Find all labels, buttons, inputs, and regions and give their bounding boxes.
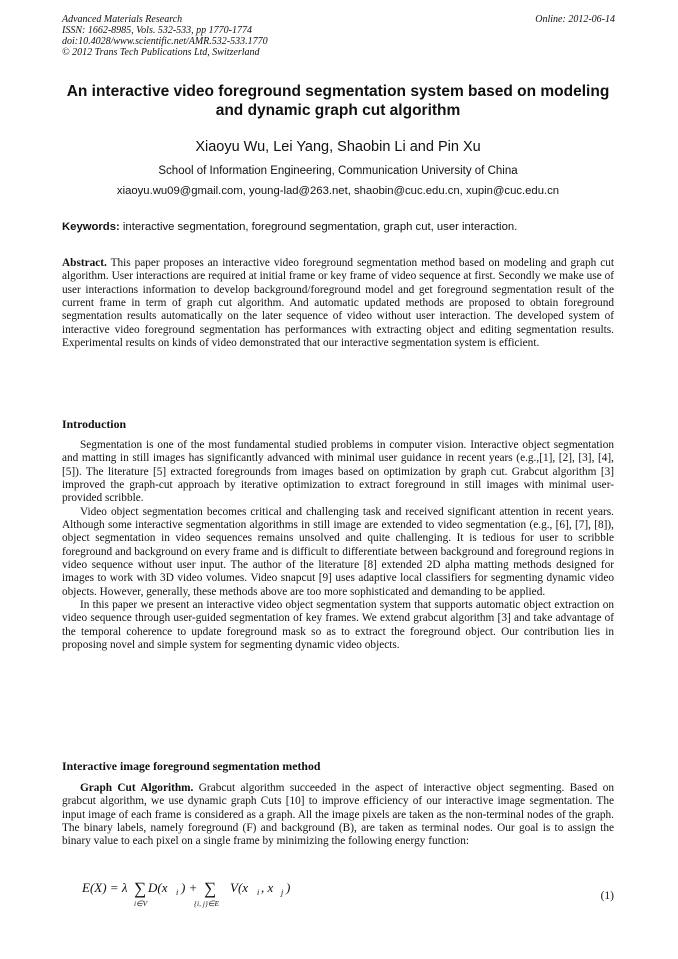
keywords-text: interactive segmentation, foreground segmentation, graph cut, user interaction. bbox=[119, 221, 518, 233]
intro-paragraph-1: Segmentation is one of the most fundamental studied problems in computer vision. Interactive object segmentation and matting in still images has significantly advanced with minimal user guidance in recent years (e.g.,[1], [2], [3], [4], [5]). The literature [5] extracted foregrounds from images based on optimization by graph cut. Grabcut algorithm [3] improved the graph-cut approach by iterative optimization to extract foreground in still images with minimal user-provided scribble. bbox=[62, 439, 614, 505]
intro-paragraph-3: In this paper we present an interactive video object segmentation system that supports automatic object extraction on video sequence through user-guided segmentation of key frames. We extend grabcut algorithm [3] and take advantage of the temporal coherence to update foreground mask so as to extract the foreground object. Our contribution lies in proposing novel and simple system for segmenting dynamic video objects. bbox=[62, 599, 614, 652]
introduction-heading: Introduction bbox=[62, 417, 127, 431]
equation-number: (1) bbox=[600, 890, 614, 902]
eq-term2-sub-i: i bbox=[257, 888, 260, 897]
method-heading: Interactive image foreground segmentation method bbox=[62, 759, 321, 773]
paper-authors: Xiaoyu Wu, Lei Yang, Shaobin Li and Pin Xu bbox=[195, 139, 481, 155]
online-date: Online: 2012-06-14 bbox=[535, 14, 615, 25]
eq-term2-mid: , x bbox=[261, 880, 274, 895]
keywords-line bbox=[62, 220, 614, 234]
graph-cut-subheading: Graph Cut Algorithm. bbox=[80, 782, 194, 794]
abstract-label: Abstract. bbox=[62, 257, 107, 269]
energy-equation bbox=[82, 879, 614, 919]
sum2-subscript: {i, j}∈E bbox=[194, 899, 220, 908]
introduction-body bbox=[62, 439, 614, 653]
author-emails[interactable]: xiaoyu.wu09@gmail.com, young-lad@263.net, shaobin@cuc.edu.cn, xupin@cuc.edu.cn bbox=[116, 185, 560, 197]
eq-term2-sub-j: j bbox=[281, 888, 284, 897]
eq-term2: V(x bbox=[230, 880, 249, 895]
eq-lhs: E(X) = λ bbox=[82, 880, 128, 895]
paper-title: An interactive video foreground segmentation system based on modeling and dynamic graph cut algorithm bbox=[66, 83, 610, 119]
eq-plus: ) + bbox=[181, 880, 198, 895]
abstract-text: This paper proposes an interactive video foreground segmentation method based on modeling and graph cut algorithm. User interactions are required at initial frame or key frame of video sequence at first. Secondly we make use of user interactions information to develop background/foreground model and get foreground segmentation result of the current frame in term of graph cut algorithm. And automatic updated methods are proposed to obtain foreground segmentation results automatically on the later sequence of video without user interaction. The developed system of interactive video foreground segmentation has performances with extracting object and editing segmentation results. Experimental results on kinds of video demonstrated that our interactive segmentation system is efficient. bbox=[62, 257, 614, 350]
eq-term1-subscript: i bbox=[176, 888, 179, 897]
affiliation: School of Information Engineering, Communication University of China bbox=[158, 165, 518, 177]
method-paragraph-text: Grabcut algorithm succeeded in the aspect of interactive object segmenting. Based on grabcut algorithm, we use dynamic graph Cuts [10] to improve efficiency of our interactive image segmentation. The input image of each frame is considered as a graph. All the image pixels are taken as the non-terminal nodes of the graph. The binary labels, namely foreground (F) and background (B), are taken as terminal nodes. Our goal is to assign the binary value to each pixel on a single frame by minimizing the following energy function: bbox=[62, 782, 614, 848]
doi-line[interactable]: doi:10.4028/www.scientific.net/AMR.532-533.1770 bbox=[62, 36, 268, 47]
method-paragraph-1 bbox=[62, 782, 614, 849]
journal-name: Advanced Materials Research bbox=[62, 14, 183, 25]
sum-symbol-2: ∑ bbox=[204, 879, 217, 898]
abstract bbox=[62, 257, 614, 350]
intro-paragraph-2: Video object segmentation becomes critical and challenging task and received significant attention in recent years. Although some interactive segmentation algorithms in still image are extended to video segmentation (e.g., [6], [7], [8]), object segmentation in video sequences remains unsolved and quite challenging. It is tedious for user to scribble foreground and background on every frame and is difficult to differentiate between background and foreground regions in video sequence without user input. The author of the literature [8] extended 2D alpha matting methods designed for images to work with 3D video volumes. Video snapcut [9] uses adaptive local classifiers for segmenting dynamic video objects. However, generally, these methods above are too more sophisticated and demanding to be applied. bbox=[62, 505, 614, 598]
sum-symbol-1: ∑ bbox=[134, 879, 147, 898]
keywords-label: Keywords: bbox=[62, 221, 120, 233]
journal-header bbox=[62, 14, 462, 58]
eq-term1: D(x bbox=[148, 880, 168, 895]
copyright-line: © 2012 Trans Tech Publications Ltd, Switzerland bbox=[62, 47, 260, 58]
method-body bbox=[62, 782, 614, 849]
issn-line: ISSN: 1662-8985, Vols. 532-533, pp 1770-1774 bbox=[62, 25, 252, 36]
eq-term2-end: ) bbox=[286, 880, 291, 895]
sum1-subscript: i∈V bbox=[134, 899, 148, 908]
